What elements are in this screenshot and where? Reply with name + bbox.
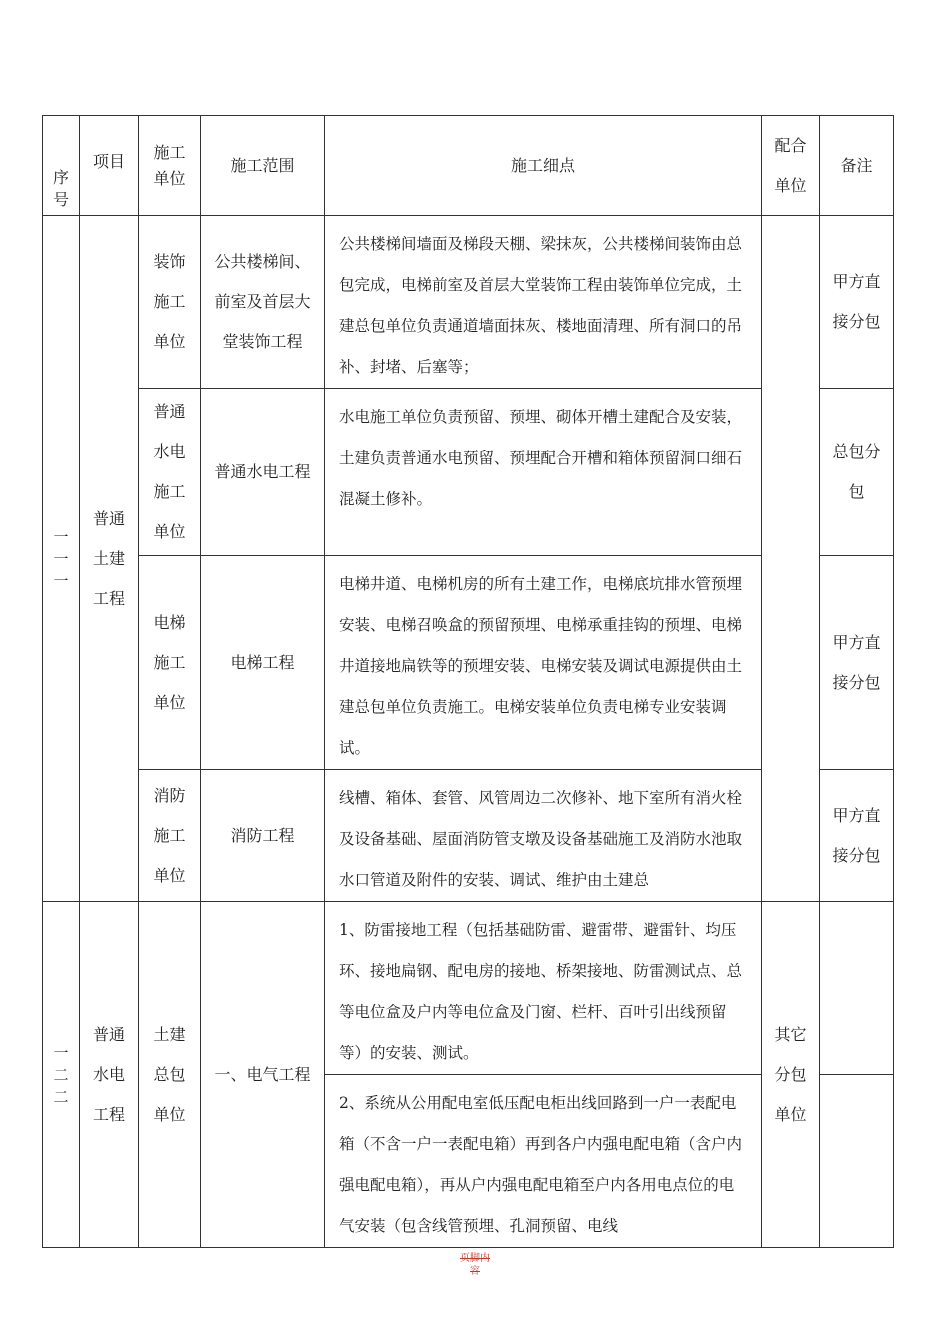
group2-seq-text: 一 二 二 [53,1043,69,1106]
row1-detail: 公共楼梯间墙面及梯段天棚、梁抹灰，公共楼梯间装饰由总包完成，电梯前室及首层大堂装饰工程由装饰单位完成，土建总包单位负责通道墙面抹灰、楼地面清理、所有洞口的吊补、封堵、后塞等； [325,216,762,389]
group2-scope: 一、电气工程 [201,902,325,1248]
group1-item: 普通 土建 工程 [80,216,139,902]
row3-unit: 电梯 施工 单位 [139,556,201,770]
row4-unit: 消防 施工 单位 [139,770,201,902]
row6-detail: 2、系统从公用配电室低压配电柜出线回路到一户一表配电箱（不含一户一表配电箱）再到各户内强电配电箱（含户内强电配电箱），再从户内强电配电箱至户内各用电点位的电气安装（包含线管预埋、孔洞预留、电线 [325,1075,762,1248]
group1-seq-text: 一 一 一 [53,527,69,590]
header-detail: 施工细点 [325,116,762,216]
row4-scope: 消防工程 [201,770,325,902]
group2-seq [43,902,80,1248]
row3-remark: 甲方直 接分包 [820,556,894,770]
row6-remark [820,1075,894,1248]
row1-remark: 甲方直 接分包 [820,216,894,389]
construction-scope-table [42,115,894,1248]
row2-detail: 水电施工单位负责预留、预埋、砌体开槽土建配合及安装，土建负责普通水电预留、预埋配合开槽和箱体预留洞口细石混凝土修补。 [325,389,762,556]
header-unit: 施工 单位 [139,116,201,216]
row2-remark: 总包分 包 [820,389,894,556]
row3-scope: 电梯工程 [201,556,325,770]
header-remark: 备注 [820,116,894,216]
row4-detail: 线槽、箱体、套管、风管周边二次修补、地下室所有消火栓及设备基础、屋面消防管支墩及设备基础施工及消防水池取水口管道及附件的安装、调试、维护由土建总 [325,770,762,902]
footer-text: 页脚内 容 [460,1253,490,1277]
header-item: 项目 [80,116,139,216]
row1-unit: 装饰 施工 单位 [139,216,201,389]
row5-detail: 1、防雷接地工程（包括基础防雷、避雷带、避雷针、均压环、接地扁钢、配电房的接地、桥架接地、防雷测试点、总等电位盒及户内等电位盒及门窗、栏杆、百叶引出线预留等）的安装、测试。 [325,902,762,1075]
header-scope: 施工范围 [201,116,325,216]
group2-item: 普通 水电 工程 [80,902,139,1248]
row4-remark: 甲方直 接分包 [820,770,894,902]
row2-unit: 普通 水电 施工 单位 [139,389,201,556]
header-seq: 序 号 [43,116,80,216]
header-coop: 配合 单位 [762,116,820,216]
row2-scope: 普通水电工程 [201,389,325,556]
row5-remark [820,902,894,1075]
row1-scope: 公共楼梯间、 前室及首层大 堂装饰工程 [201,216,325,389]
page-footer [440,1252,510,1278]
table-row [43,216,894,389]
group2-unit: 土建 总包 单位 [139,902,201,1248]
group1-seq [43,216,80,902]
group2-coop: 其它 分包 单位 [762,902,820,1248]
header-row [43,116,894,216]
table-row [43,902,894,1075]
row3-detail: 电梯井道、电梯机房的所有土建工作，电梯底坑排水管预埋安装、电梯召唤盒的预留预埋、电梯承重挂钩的预埋、电梯井道接地扁铁等的预埋安装、电梯安装及调试电源提供由土建总包单位负责施工。电梯安装单位负责电梯专业安装调试。 [325,556,762,770]
group1-coop [762,216,820,902]
